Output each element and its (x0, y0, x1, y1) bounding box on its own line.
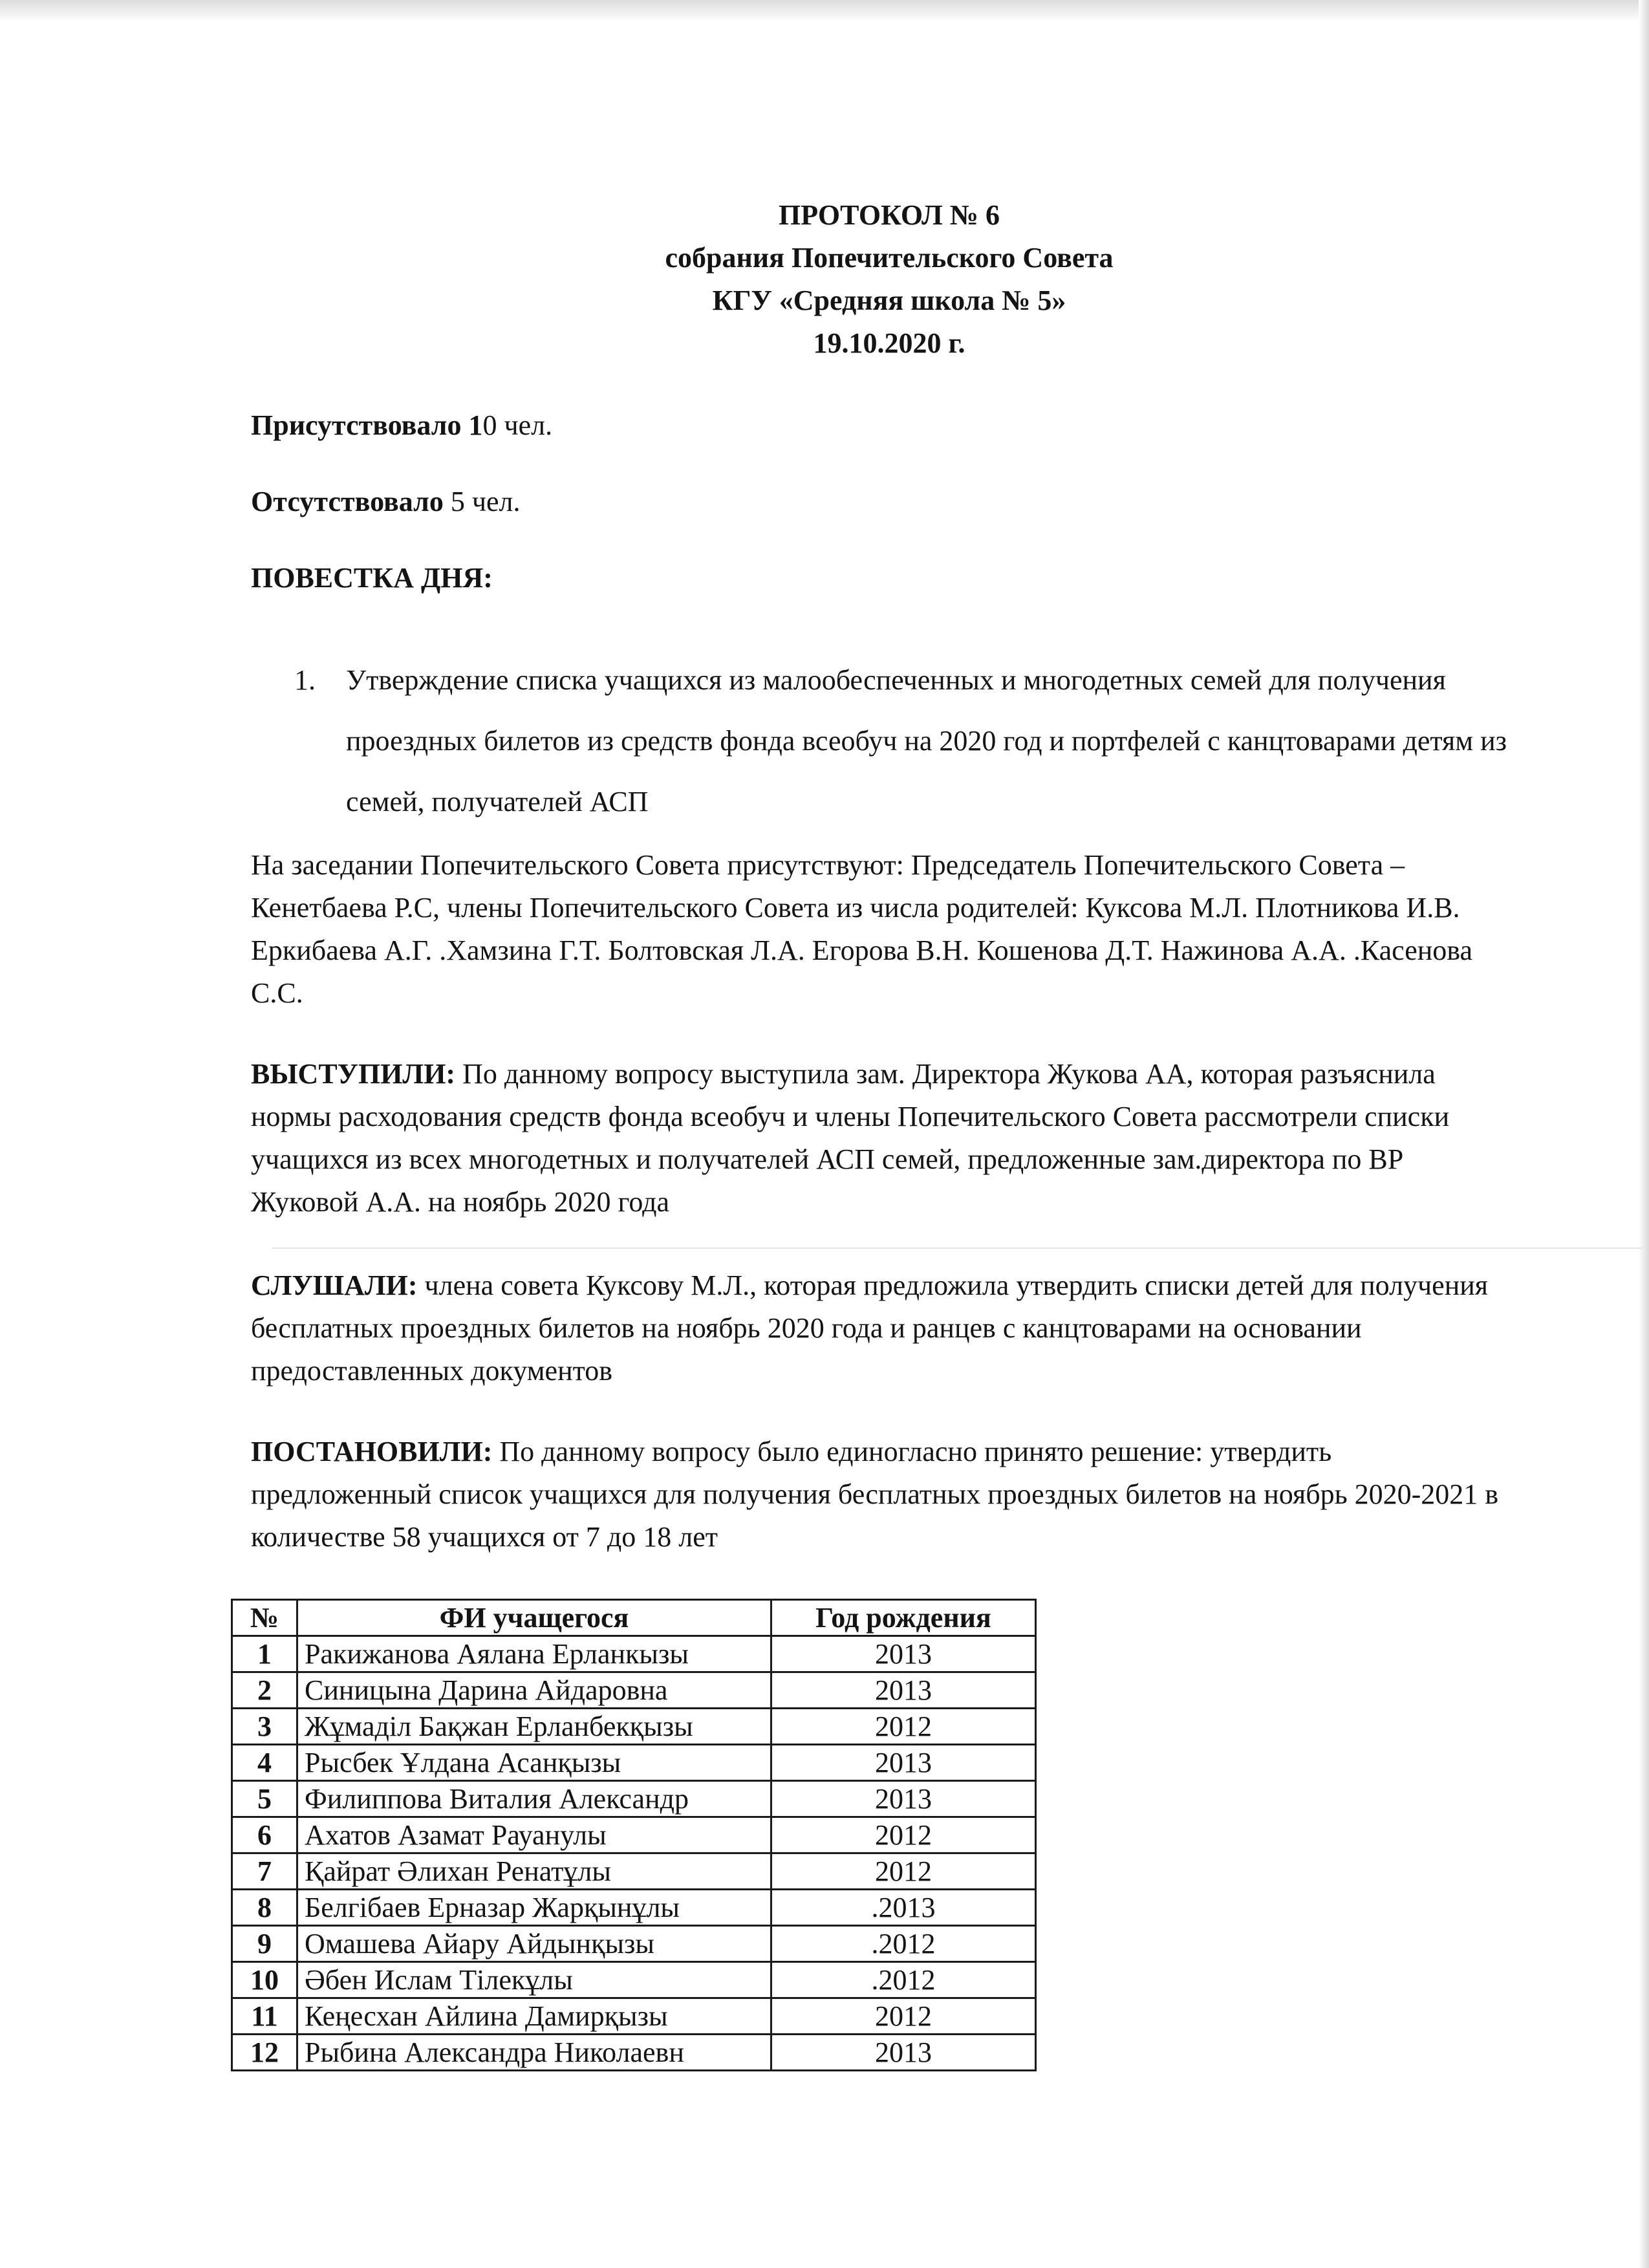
row-number: 4 (232, 1745, 297, 1781)
present-label: Присутствовало 1 (251, 409, 483, 441)
organization-name: КГУ «Средняя школа № 5» (712, 285, 1066, 316)
absent-label: Отсутствовало (251, 486, 444, 517)
birth-year: 2013 (771, 2035, 1036, 2071)
table-row (232, 1998, 1036, 2035)
row-number: 7 (232, 1853, 297, 1890)
table-row (232, 1853, 1036, 1890)
row-number: 10 (232, 1962, 297, 1998)
column-header-year: Год рождения (771, 1600, 1036, 1636)
table-row (232, 2035, 1036, 2071)
resolved-text: По данному вопросу было единогласно принято решение: утвердить предложенный список учащихся для получения бесплатных проездных билетов на ноябрь 2020-2021 в количестве 58 учащихся от 7 до 18 лет (251, 1436, 1499, 1553)
present-value: 0 чел. (482, 409, 553, 441)
document-header (0, 194, 1649, 365)
spoke-text: По данному вопросу выступила зам. Директора Жукова АА, которая разъяснила нормы расходования средств фонда всеобуч и члены Попечительского Совета рассмотрели списки учащихся из всех многодетных и получателей АСП семей, предложенные зам.директора по ВР Жуковой А.А. на ноябрь 2020 года (251, 1058, 1450, 1218)
table-header-row (232, 1600, 1036, 1636)
birth-year: 2012 (771, 1853, 1036, 1890)
birth-year: .2012 (771, 1926, 1036, 1962)
table-row (232, 1636, 1036, 1672)
row-number: 11 (232, 1998, 297, 2035)
student-name: Рыбина Александра Николаевн (297, 2035, 771, 2071)
student-name: Омашева Айару Айдынқызы (297, 1926, 771, 1962)
student-name: Синицына Дарина Айдаровна (297, 1672, 771, 1709)
birth-year: 2012 (771, 1998, 1036, 2035)
birth-year: 2012 (771, 1817, 1036, 1853)
student-name: Рысбек Ұлдана Асанқызы (297, 1745, 771, 1781)
table-row (232, 1781, 1036, 1817)
table-row (232, 1926, 1036, 1962)
row-number: 2 (232, 1672, 297, 1709)
row-number: 8 (232, 1890, 297, 1926)
table-row (232, 1709, 1036, 1745)
birth-year: .2012 (771, 1962, 1036, 1998)
resolved-paragraph (251, 1431, 1512, 1559)
student-name: Ракижанова Аялана Ерланкызы (297, 1636, 771, 1672)
agenda-item-number: 1. (294, 664, 316, 696)
divider (272, 1247, 1643, 1249)
spoke-paragraph (251, 1053, 1512, 1224)
resolved-label: ПОСТАНОВИЛИ: (251, 1436, 493, 1467)
student-name: Жұмаділ Бақжан Ерланбекқызы (297, 1709, 771, 1745)
birth-year: 2012 (771, 1709, 1036, 1745)
absent-line (251, 485, 520, 518)
birth-year: 2013 (771, 1636, 1036, 1672)
students-table (231, 1599, 1037, 2071)
birth-year: 2013 (771, 1781, 1036, 1817)
heard-label: СЛУШАЛИ: (251, 1269, 418, 1301)
table-row (232, 1890, 1036, 1926)
row-number: 5 (232, 1781, 297, 1817)
row-number: 6 (232, 1817, 297, 1853)
student-name: Кеңесхан Айлина Дамирқызы (297, 1998, 771, 2035)
protocol-subtitle: собрания Попечительского Совета (665, 242, 1114, 274)
column-header-number: № (232, 1600, 297, 1636)
heard-text: члена совета Куксову М.Л., которая предложила утвердить списки детей для получения бесплатных проездных билетов на ноябрь 2020 года и ранцев с канцтоварами на основании предоставленных документов (251, 1269, 1489, 1387)
student-name: Филиппова Виталия Александр (297, 1781, 771, 1817)
table-row (232, 1962, 1036, 1998)
present-line (251, 409, 552, 442)
column-header-name: ФИ учащегося (297, 1600, 771, 1636)
row-number: 3 (232, 1709, 297, 1745)
protocol-date: 19.10.2020 г. (813, 327, 965, 359)
row-number: 9 (232, 1926, 297, 1962)
table-row (232, 1817, 1036, 1853)
birth-year: 2013 (771, 1745, 1036, 1781)
student-name: Қайрат Әлихан Ренатұлы (297, 1853, 771, 1890)
row-number: 1 (232, 1636, 297, 1672)
student-name: Ахатов Азамат Рауанулы (297, 1817, 771, 1853)
spoke-label: ВЫСТУПИЛИ: (251, 1058, 456, 1090)
student-name: Әбен Ислам Тілекұлы (297, 1962, 771, 1998)
birth-year: 2013 (771, 1672, 1036, 1709)
heard-paragraph (251, 1264, 1512, 1392)
agenda-heading: ПОВЕСТКА ДНЯ: (251, 562, 493, 594)
row-number: 12 (232, 2035, 297, 2071)
table-row (232, 1672, 1036, 1709)
table-row (232, 1745, 1036, 1781)
student-name: Белгібаев Ерназар Жарқынұлы (297, 1890, 771, 1926)
agenda-item-text: Утверждение списка учащихся из малообеспеченных и многодетных семей для получения проездных билетов из средств фонда всеобуч на 2020 год и портфелей с канцтоварами детям из семей, получателей АСП (346, 664, 1507, 817)
attendees-paragraph: На заседании Попечительского Совета присутствуют: Председатель Попечительского Совета – Кенетбаева Р.С, члены Попечительского Совета из числа родителей: Куксова М.Л. Плотникова И.В. Еркибаева А.Г. .Хамзина Г.Т. Болтовская Л.А. Егорова В.Н. Кошенова Д.Т. Нажинова А.А. .Касенова С.С. (251, 849, 1472, 1009)
protocol-title: ПРОТОКОЛ № 6 (779, 199, 1000, 231)
birth-year: .2013 (771, 1890, 1036, 1926)
absent-value: 5 чел. (443, 486, 521, 517)
